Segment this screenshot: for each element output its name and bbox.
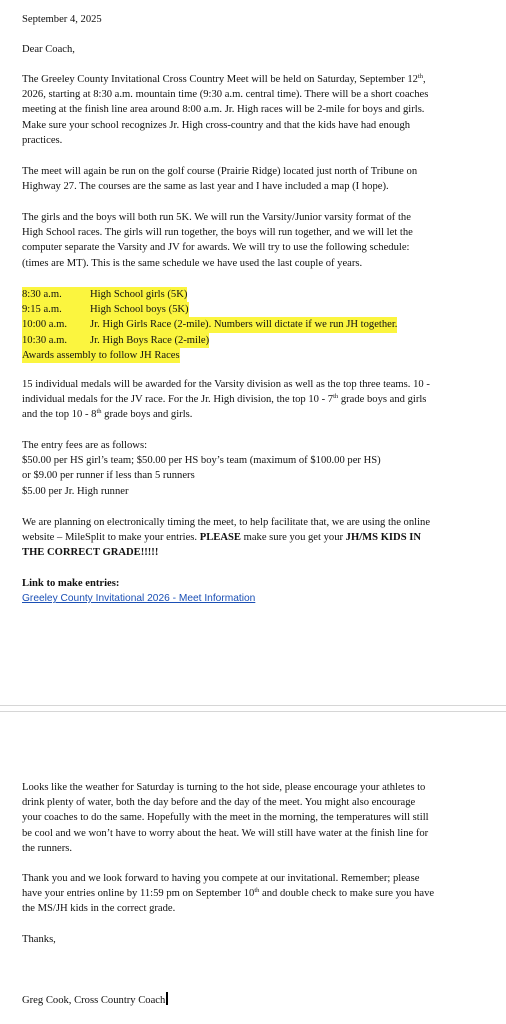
timing-text: make sure you get your [240,532,346,544]
weather-line: be cool and we won’t have to worry about the heat. We will still have water at the finish line for [22,827,429,839]
intro-line: meeting at the finish line area around 8:00 a.m. Jr. High races will be 2-mile for boys and girls. [22,104,425,116]
closing-paragraph [22,871,434,917]
intro-paragraph [22,72,428,148]
intro-line: 2026, starting at 8:30 a.m. mountain time (9:30 a.m. central time). There will be a short coaches [22,89,429,101]
medals-line [22,407,430,422]
medals-text: individual medals for the JV race. For the Jr. High division, the top 10 - 7 [22,394,334,406]
closing-line: Thank you and we look forward to having you compete at our invitational. Remember; please [22,873,420,884]
weather-line: the runners. [22,842,73,854]
medals-line: 15 individual medals will be awarded for the Varsity division as well as the top three teams. 10 - [22,379,430,390]
intro-text: , [422,74,426,85]
schedule-row [22,302,397,317]
letter-greeting: Dear Coach, [22,44,75,55]
timing-line: We are planning on electronically timing the meet, to help facilitate that, we are using the online [22,517,431,528]
format-line: The girls and the boys will both run 5K. We will run the Varsity/Junior varsity format of the [22,212,411,223]
signature-line[interactable] [22,992,168,1008]
location-line: Highway 27. The courses are the same as last year and I have included a map (I hope). [22,181,389,193]
schedule-row [22,287,397,302]
closing-line: the MS/JH kids in the correct grade. [22,903,176,915]
format-line: computer separate the Varsity and JV for awards. We will try to use the following schedule: [22,242,410,254]
thanks-line: Thanks, [22,934,56,945]
closing-text: and double check to make sure you have [259,888,435,900]
ordinal-suffix: th [96,408,102,416]
closing-line [22,886,434,901]
timing-paragraph [22,515,430,561]
schedule-time: 10:30 a.m. [22,334,68,346]
format-line: High School races. The girls will run together, the boys will run together, and we will let the [22,227,413,239]
medals-text: and the top 10 - 8 [22,409,97,421]
signature-text: Greg Cook, Cross Country Coach [22,995,166,1006]
weather-paragraph [22,780,429,856]
timing-emphasis: THE CORRECT GRADE!!!!! [22,547,159,559]
fees-line: $50.00 per HS girl’s team; $50.00 per HS boy’s team (maximum of $100.00 per HS) [22,455,381,467]
schedule-time: 9:15 a.m. [22,304,62,316]
intro-line: Make sure your school recognizes Jr. High cross-country and that the kids have had enough [22,119,411,131]
format-paragraph [22,210,413,271]
fees-paragraph [22,438,381,499]
race-schedule [22,287,397,363]
timing-line [22,545,430,560]
page-divider [0,705,506,706]
intro-text: The Greeley County Invitational Cross Country Meet will be held on Saturday, September 12 [22,74,418,85]
timing-emphasis: JH/MS KIDS IN [345,532,422,544]
intro-line: practices. [22,134,63,146]
entries-link-line [22,591,255,606]
schedule-event: Jr. High Boys Race (2-mile) [90,334,210,346]
schedule-event: Jr. High Girls Race (2-mile). Numbers will dictate if we run JH together. [90,319,398,331]
fees-line: or $9.00 per runner if less than 5 runners [22,470,195,482]
page-divider [0,711,506,712]
format-line: (times are MT). This is the same schedule we have used the last couple of years. [22,257,363,269]
location-line: The meet will again be run on the golf course (Prairie Ridge) located just north of Tribune on [22,166,418,177]
timing-emphasis: PLEASE [199,532,241,544]
medals-text: grade boys and girls [338,394,427,406]
entries-section [22,576,255,606]
medals-text: grade boys and girls. [101,409,193,421]
weather-line: drink plenty of water, both the day before and the day of the meet. You might also encourage [22,797,416,809]
timing-line [22,530,430,545]
schedule-row [22,317,397,332]
meet-information-link[interactable]: Greeley County Invitational 2026 - Meet Information [22,593,256,605]
entries-heading [22,576,255,591]
fees-line: The entry fees are as follows: [22,440,148,451]
ordinal-suffix: th [333,393,339,401]
ordinal-suffix: th [417,73,423,80]
schedule-note: Awards assembly to follow JH Races [22,348,180,363]
weather-line: your coaches to do the same. Hopefully with the meet in the morning, the temperatures will still [22,812,429,824]
weather-line: Looks like the weather for Saturday is turning to the hot side, please encourage your athletes to [22,782,426,793]
text-cursor [166,992,168,1005]
medals-line [22,392,430,407]
closing-text: have your entries online by 11:59 pm on September 10 [22,888,255,900]
entries-heading-text: Link to make entries: [22,578,120,589]
schedule-event: High School boys (5K) [90,304,189,316]
schedule-row [22,333,397,348]
timing-text: website – MileSplit to make your entries. [22,532,200,544]
fees-line: $5.00 per Jr. High runner [22,485,129,497]
medals-paragraph [22,377,430,423]
letter-date: September 4, 2025 [22,14,102,25]
schedule-time: 8:30 a.m. [22,289,62,300]
ordinal-suffix: th [254,887,260,895]
location-paragraph [22,164,417,194]
schedule-event: High School girls (5K) [90,289,188,300]
intro-line [22,72,428,87]
schedule-row [22,348,397,363]
schedule-time: 10:00 a.m. [22,319,68,331]
